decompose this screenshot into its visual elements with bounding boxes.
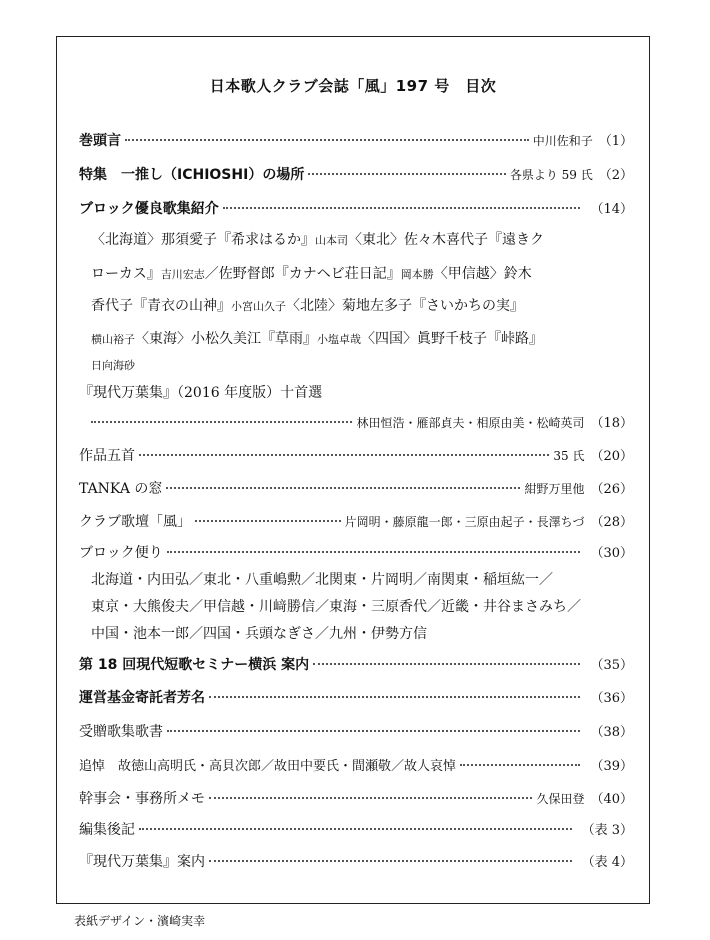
toc-label: 追悼 故徳山高明氏・高貝次郎／故田中要氏・間瀬敬／故人哀悼 — [79, 759, 457, 774]
leader-dots — [139, 828, 572, 830]
reviewer: 日向海砂 — [91, 359, 135, 372]
toc-row — [79, 851, 633, 873]
toc-label: 第 18 回現代短歌セミナー横浜 案内 — [79, 657, 310, 673]
toc-label: TANKA の窓 — [79, 481, 163, 497]
toc-page: （18） — [590, 416, 633, 431]
toc-label: ブロック優良歌集紹介 — [79, 201, 219, 217]
toc-row — [79, 755, 633, 777]
toc-row — [79, 819, 633, 841]
block-news-line: 中国・池本一郎／四国・兵頭なぎさ／九州・伊勢方信 — [91, 626, 427, 642]
block-books-line — [91, 263, 633, 283]
toc-page: （28） — [590, 515, 633, 530]
leader-dots — [139, 454, 549, 456]
toc-row — [79, 445, 633, 467]
toc-author: 片岡明・藤原龍一郎・三原由起子・長澤ちづ — [344, 515, 585, 529]
toc-row — [79, 687, 633, 709]
toc-label: 『現代万葉集』案内 — [79, 854, 205, 870]
toc-row — [79, 511, 633, 533]
block-books-line — [91, 357, 633, 373]
toc-row — [79, 130, 633, 152]
toc-row — [79, 164, 633, 186]
book-entry: 〈東北〉佐々木喜代子『遠きク — [348, 232, 544, 248]
book-entry: 〈北海道〉那須愛子『希求はるか』 — [91, 232, 315, 248]
leader-dots — [313, 663, 580, 665]
toc-page: （36） — [590, 691, 633, 706]
leader-dots — [125, 139, 529, 141]
toc-page: （39） — [590, 759, 633, 774]
reviewer: 小塩卓哉 — [317, 333, 361, 346]
toc-page: （35） — [590, 658, 633, 673]
book-entry: 〈北陸〉菊地左多子『さいかちの実』 — [286, 298, 524, 314]
book-entry: 〈東海〉小松久美江『草雨』 — [135, 331, 317, 347]
toc-label: 『現代万葉集』（2016 年度版）十首選 — [79, 385, 323, 401]
toc-label: 編集後記 — [79, 822, 135, 838]
toc-row — [79, 478, 633, 500]
leader-dots — [308, 173, 505, 175]
reviewer: 横山裕子 — [91, 333, 135, 346]
toc-label: 幹事会・事務所メモ — [79, 791, 205, 807]
toc-author: 各県より 59 氏 — [509, 168, 593, 182]
leader-dots — [91, 421, 352, 423]
toc-author: 林田恒浩・雁部貞夫・相原由美・松崎英司 — [356, 416, 585, 430]
leader-dots — [167, 730, 580, 732]
toc-row — [91, 412, 633, 434]
toc-row — [79, 788, 633, 810]
toc-row — [79, 198, 633, 220]
block-books-line — [91, 328, 633, 348]
toc-label: クラブ歌壇「風」 — [79, 514, 191, 530]
toc-label: ブロック便り — [79, 545, 163, 561]
toc-author: 35 氏 — [553, 449, 585, 463]
leader-dots — [460, 764, 580, 766]
reviewer: 小宮山久子 — [231, 300, 286, 313]
book-entry: ／佐野督郎『カナヘビ荘日記』 — [204, 266, 401, 282]
toc-label: 受贈歌集歌書 — [79, 724, 163, 740]
toc-row — [79, 721, 633, 743]
toc-page: （1） — [598, 134, 633, 149]
leader-dots — [167, 551, 581, 553]
toc-page: （20） — [590, 449, 633, 464]
leader-dots — [166, 487, 520, 489]
page-title: 日本歌人クラブ会誌「風」197 号 目次 — [209, 77, 497, 95]
toc-page: （40） — [590, 792, 633, 807]
toc-label: 特集 一推し（ICHIOSHI）の場所 — [79, 167, 305, 183]
toc-frame — [56, 36, 650, 904]
block-news-line: 北海道・内田弘／東北・八重嶋勲／北関東・片岡明／南関東・稲垣紘一／ — [91, 572, 553, 588]
book-entry: 〈四国〉眞野千枝子『峠路』 — [361, 331, 543, 347]
leader-dots — [209, 696, 580, 698]
toc-author: 久保田登 — [536, 792, 585, 806]
toc-page: （14） — [590, 202, 633, 217]
toc-row — [79, 654, 633, 676]
toc-page: （表 4） — [581, 855, 633, 870]
toc-page: （30） — [590, 546, 633, 561]
toc-label: 巻頭言 — [79, 133, 121, 149]
book-entry: 香代子『青衣の山神』 — [91, 298, 231, 314]
toc-label: 作品五首 — [79, 448, 135, 464]
book-entry: 〈甲信越〉鈴木 — [433, 266, 532, 282]
leader-dots — [209, 860, 572, 862]
cover-design-credit: 表紙デザイン・濱崎実幸 — [74, 914, 206, 928]
toc-label: 運営基金寄託者芳名 — [79, 690, 205, 706]
reviewer: 岡本勝 — [400, 268, 434, 281]
block-books-line — [91, 229, 633, 249]
leader-dots — [209, 797, 532, 799]
toc-row — [79, 542, 633, 564]
leader-dots — [195, 520, 341, 522]
toc-author: 中川佐和子 — [532, 134, 593, 148]
reviewer: 山本司 — [315, 234, 348, 247]
toc-page: （38） — [590, 725, 633, 740]
toc-page: （表 3） — [581, 823, 633, 838]
toc-page: （2） — [598, 168, 633, 183]
toc-author: 紺野万里他 — [524, 482, 585, 496]
block-news-line: 東京・大熊俊夫／甲信越・川﨑勝信／東海・三原香代／近畿・井谷まさみち／ — [91, 599, 581, 615]
leader-dots — [223, 207, 581, 209]
block-books-line — [91, 295, 633, 315]
toc-page: （26） — [590, 482, 633, 497]
book-entry: ローカス』 — [91, 266, 161, 282]
toc-row — [79, 382, 633, 404]
reviewer: 吉川宏志 — [160, 268, 205, 281]
